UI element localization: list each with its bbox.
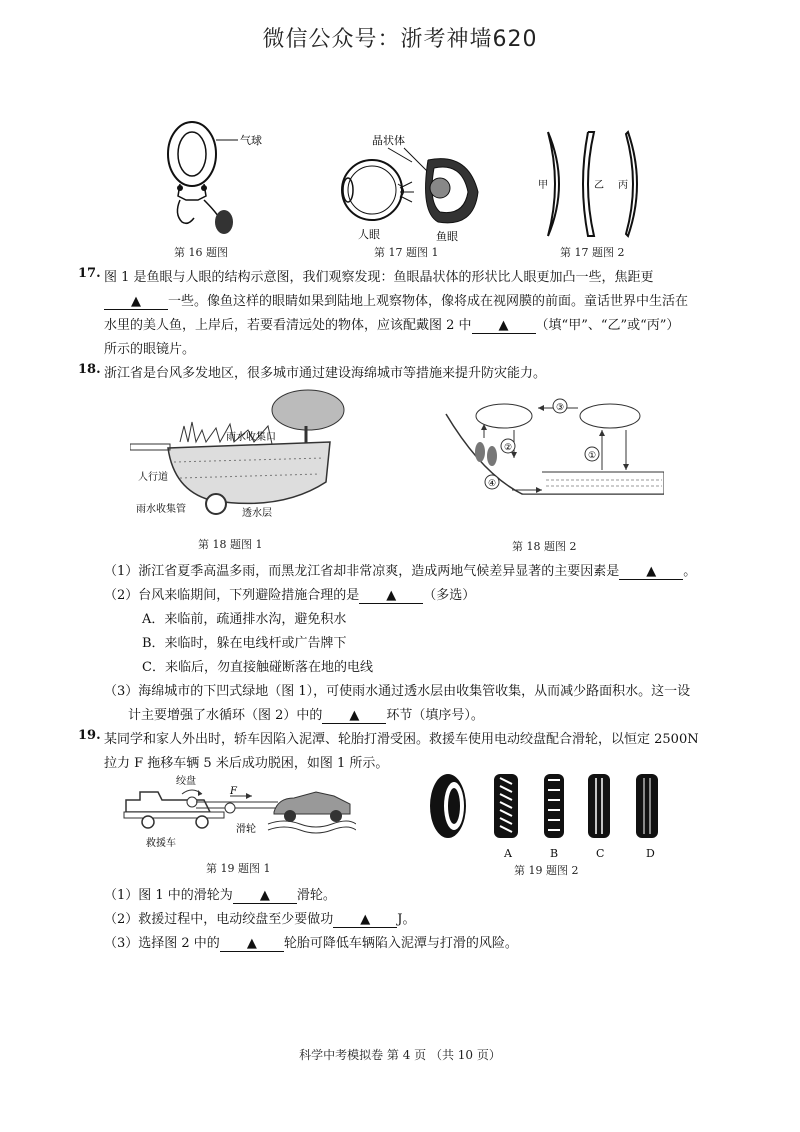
- pulley-label: 滑轮: [236, 824, 256, 835]
- figure-18-1-drawing: [130, 386, 350, 526]
- figure-19-1-caption: 第 19 题图 1: [206, 862, 271, 875]
- q18-blank-3[interactable]: ▲: [322, 708, 386, 724]
- figure-16: [150, 118, 290, 238]
- q19-part2-text: （2）救援过程中，电动绞盘至少要做功: [104, 912, 334, 927]
- tire-label-d: D: [646, 847, 655, 860]
- figure-19-1-drawing: [118, 772, 356, 852]
- figure-18-2-drawing: [442, 394, 664, 506]
- q17-line3-after: （填“甲”、“乙”或“丙”）: [535, 318, 680, 333]
- q17-line3: [104, 314, 679, 334]
- q19-part2-after: J。: [397, 912, 416, 927]
- q19-part1-text: （1）图 1 中的滑轮为: [104, 888, 233, 903]
- figure-17-2: [530, 128, 650, 240]
- figure-17-1-caption: 第 17 题图 1: [374, 246, 439, 259]
- q19-blank-1[interactable]: ▲: [233, 888, 297, 904]
- page-footer: 科学中考模拟卷 第 4 页 （共 10 页）: [299, 1048, 501, 1062]
- q17-number: 17.: [78, 266, 101, 281]
- q18-part3-line1: （3）海绵城市的下凹式绿地（图 1），可使雨水通过透水层由收集管收集，从而减少路面积水。这一设: [104, 684, 691, 699]
- figure-18-1-caption: 第 18 题图 1: [198, 538, 263, 551]
- figure-17-1: [328, 132, 488, 242]
- figure-17-2-drawing: [530, 128, 650, 240]
- figure-19-2-caption: 第 19 题图 2: [514, 864, 579, 877]
- cycle-step-3: ③: [556, 403, 565, 413]
- q18-option-a: A．来临前，疏通排水沟，避免积水: [142, 612, 347, 627]
- figure-18-2-caption: 第 18 题图 2: [512, 540, 577, 553]
- q19-part3-after: 轮胎可降低车辆陷入泥潭与打滑的风险。: [283, 936, 518, 951]
- figure-16-drawing: [150, 118, 290, 238]
- balloon-label: 气球: [240, 134, 262, 147]
- lens-label: 晶状体: [372, 134, 405, 147]
- q19-part3: [104, 932, 518, 952]
- q19-line1: 某同学和家人外出时，轿车因陷入泥潭、轮胎打滑受困。救援车使用电动绞盘配合滑轮，以恒定 2500N: [104, 732, 699, 747]
- q18-part1: [104, 560, 696, 580]
- q18-part2-text: （2）台风来临期间，下列避险措施合理的是: [104, 588, 360, 603]
- lens-jia-label: 甲: [538, 180, 548, 191]
- figure-18-1: [130, 386, 350, 526]
- q18-option-b: B．来临时，躲在电线杆或广告牌下: [142, 636, 347, 651]
- figure-19-2-drawing: [428, 772, 678, 848]
- q18-part3-after: 环节（填序号）。: [386, 708, 484, 723]
- q17-blank-1[interactable]: ▲: [104, 294, 168, 310]
- figure-16-caption: 第 16 题图: [174, 246, 228, 259]
- q18-blank-2[interactable]: ▲: [359, 588, 423, 604]
- q17-line1: 图 1 是鱼眼与人眼的结构示意图，我们观察发现：鱼眼晶状体的形状比人眼更加凸一些，焦距更: [104, 270, 654, 285]
- q18-part1-text: （1）浙江省夏季高温多雨，而黑龙江省却非常凉爽，造成两地气候差异显著的主要因素是: [104, 564, 620, 579]
- q17-blank-2[interactable]: ▲: [472, 318, 536, 334]
- cycle-step-2: ②: [504, 443, 513, 453]
- figure-19-1: [118, 772, 356, 852]
- q18-number: 18.: [78, 362, 101, 377]
- q17-line3-text: 水里的美人鱼，上岸后，若要看清远处的物体，应该配戴图 2 中: [104, 318, 472, 333]
- cycle-step-4: ④: [488, 479, 497, 489]
- q19-part1: [104, 884, 336, 904]
- q17-line2-text: 一些。像鱼这样的眼睛如果到陆地上观察物体，像将成在视网膜的前面。童话世界中生活在: [168, 294, 689, 309]
- tire-label-a: A: [504, 847, 512, 860]
- q19-part1-after: 滑轮。: [296, 888, 336, 903]
- q19-part2: [104, 908, 416, 928]
- q18-part1-after: 。: [683, 564, 697, 579]
- q19-line2: 拉力 F 拖移车辆 5 米后成功脱困，如图 1 所示。: [104, 756, 389, 771]
- rain-inlet-label: 雨水收集口: [226, 432, 276, 443]
- figure-17-1-drawing: [328, 132, 488, 242]
- q19-blank-3[interactable]: ▲: [220, 936, 284, 952]
- permeable-layer-label: 透水层: [242, 508, 272, 519]
- q19-number: 19.: [78, 728, 101, 743]
- lens-bing-label: 丙: [618, 180, 628, 191]
- q18-option-c: C．来临后，勿直接触碰断落在地的电线: [142, 660, 373, 675]
- figure-18-2: [442, 394, 664, 506]
- figure-17-2-caption: 第 17 题图 2: [560, 246, 625, 259]
- q18-blank-1[interactable]: ▲: [619, 564, 683, 580]
- q18-part2-after: （多选）: [423, 588, 476, 603]
- cycle-step-1: ①: [588, 451, 597, 461]
- human-eye-label: 人眼: [358, 228, 380, 241]
- force-f-label: F: [230, 786, 237, 797]
- q18-part2: [104, 584, 475, 604]
- sidewalk-label: 人行道: [138, 472, 168, 483]
- figure-19-2: [428, 772, 678, 848]
- page-header-title: 微信公众号：浙考神墙620: [262, 27, 538, 52]
- q18-intro: 浙江省是台风多发地区，很多城市通过建设海绵城市等措施来提升防灾能力。: [104, 366, 547, 381]
- q17-line2: [104, 290, 688, 310]
- rain-pipe-label: 雨水收集管: [136, 504, 186, 515]
- q19-blank-2[interactable]: ▲: [333, 912, 397, 928]
- lens-yi-label: 乙: [594, 180, 604, 191]
- q19-part3-text: （3）选择图 2 中的: [104, 936, 220, 951]
- q18-part3-text: 计主要增强了水循环（图 2）中的: [128, 708, 323, 723]
- winch-label: 绞盘: [176, 776, 196, 787]
- rescue-truck-label: 救援车: [146, 838, 176, 849]
- tire-label-c: C: [596, 847, 605, 860]
- q18-part3-line2: [128, 704, 484, 724]
- fish-eye-label: 鱼眼: [436, 230, 458, 242]
- q17-line4: 所示的眼镜片。: [104, 342, 196, 357]
- tire-label-b: B: [550, 847, 559, 860]
